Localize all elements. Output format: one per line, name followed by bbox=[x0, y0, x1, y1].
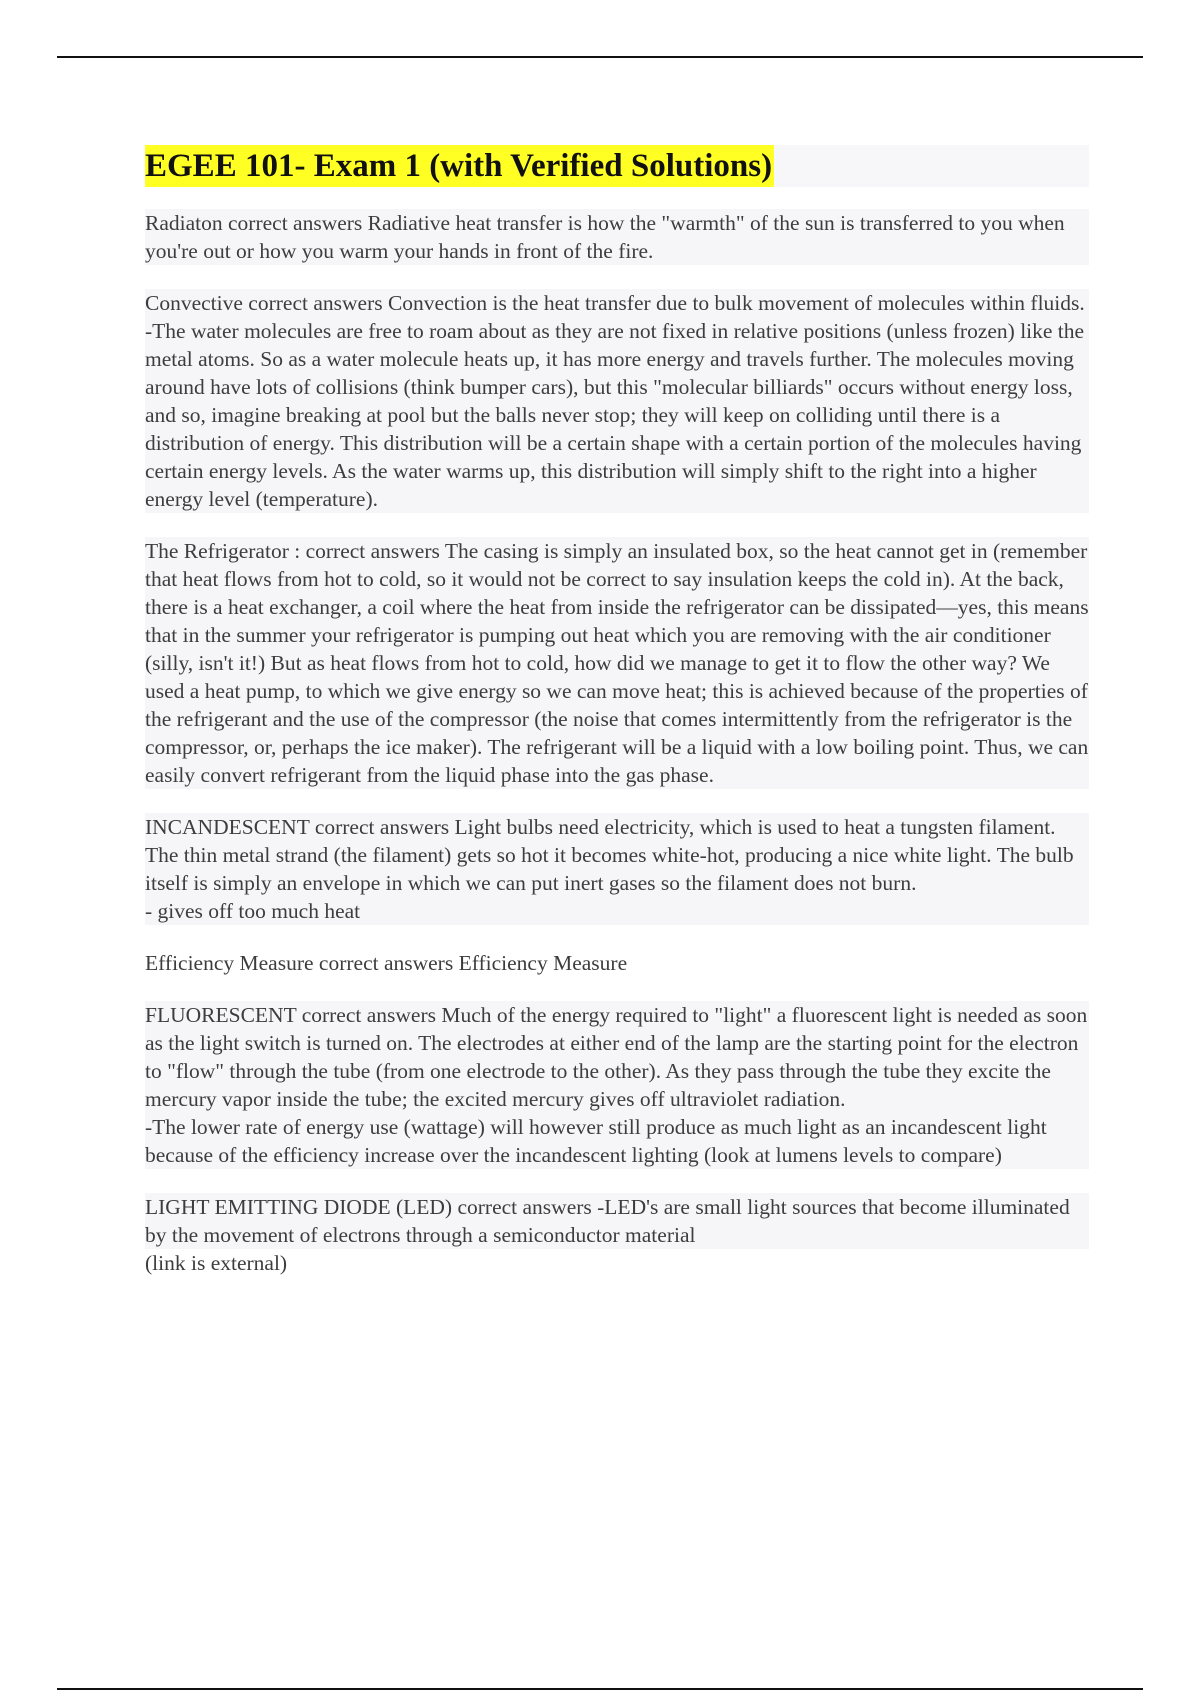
top-rule bbox=[57, 56, 1143, 58]
document-body bbox=[145, 145, 1089, 1301]
title-band bbox=[145, 145, 1089, 187]
entry-paragraph: FLUORESCENT correct answers Much of the energy required to "light" a fluorescent light is needed as soon as the light switch is turned on. The electrodes at either end of the lamp are the starting point for the electron to "flow" through the tube (from one electrode to the other). As they pass through the tube they excite the mercury vapor inside the tube; the excited mercury gives off ultraviolet radiation. bbox=[145, 1003, 1088, 1111]
entry-paragraph: Efficiency Measure correct answers Efficiency Measure bbox=[145, 951, 628, 975]
entry-paragraph: - gives off too much heat bbox=[145, 897, 1089, 925]
entry-led bbox=[145, 1193, 1089, 1277]
entry-paragraph: (link is external) bbox=[145, 1251, 288, 1275]
entry-paragraph: -The lower rate of energy use (wattage) will however still produce as much light as an incandescent light because of the efficiency increase over the incandescent lighting (look at lumens levels to compare) bbox=[145, 1113, 1089, 1169]
entry-radiation bbox=[145, 209, 1089, 265]
entry-incandescent bbox=[145, 813, 1089, 925]
entry-paragraph: Convective correct answers Convection is the heat transfer due to bulk movement of molecules within fluids. -The water molecules are free to roam about as they are not fixed in relative positions (unless frozen) like the metal atoms. So as a water molecule heats up, it has more energy and travels further. The molecules moving around have lots of collisions (think bumper cars), but this "molecular billiards" occurs without energy loss, and so, imagine breaking at pool but the balls never stop; they will keep on colliding until there is a distribution of energy. This distribution will be a certain shape with a certain portion of the molecules having certain energy levels. As the water warms up, this distribution will simply shift to the right into a higher energy level (temperature). bbox=[145, 289, 1089, 513]
entry-paragraph: INCANDESCENT correct answers Light bulbs need electricity, which is used to heat a tungsten filament. The thin metal strand (the filament) gets so hot it becomes white-hot, producing a nice white light. The bulb itself is simply an envelope in which we can put inert gases so the filament does not burn. bbox=[145, 813, 1089, 897]
entry-paragraph: Radiaton correct answers Radiative heat transfer is how the "warmth" of the sun is transferred to you when you're out or how you warm your hands in front of the fire. bbox=[145, 209, 1089, 265]
entry-paragraph: LIGHT EMITTING DIODE (LED) correct answers -LED's are small light sources that become illuminated by the movement of electrons through a semiconductor material bbox=[145, 1193, 1089, 1249]
entry-convective bbox=[145, 289, 1089, 513]
entry-paragraph: The Refrigerator : correct answers The casing is simply an insulated box, so the heat cannot get in (remember that heat flows from hot to cold, so it would not be correct to say insulation keeps the cold in). At the back, there is a heat exchanger, a coil where the heat from inside the refrigerator can be dissipated—yes, this means that in the summer your refrigerator is pumping out heat which you are removing with the air conditioner (silly, isn't it!) But as heat flows from hot to cold, how did we manage to get it to flow the other way? We used a heat pump, to which we give energy so we can move heat; this is achieved because of the properties of the refrigerant and the use of the compressor (the noise that comes intermittently from the refrigerator is the compressor, or, perhaps the ice maker). The refrigerant will be a liquid with a low boiling point. Thus, we can easily convert refrigerant from the liquid phase into the gas phase. bbox=[145, 539, 1089, 787]
entry-fluorescent bbox=[145, 1001, 1089, 1169]
entry-efficiency-measure bbox=[145, 949, 1089, 977]
bottom-rule bbox=[57, 1688, 1143, 1690]
entry-refrigerator bbox=[145, 537, 1089, 789]
document-title: EGEE 101- Exam 1 (with Verified Solutions) bbox=[145, 145, 774, 187]
